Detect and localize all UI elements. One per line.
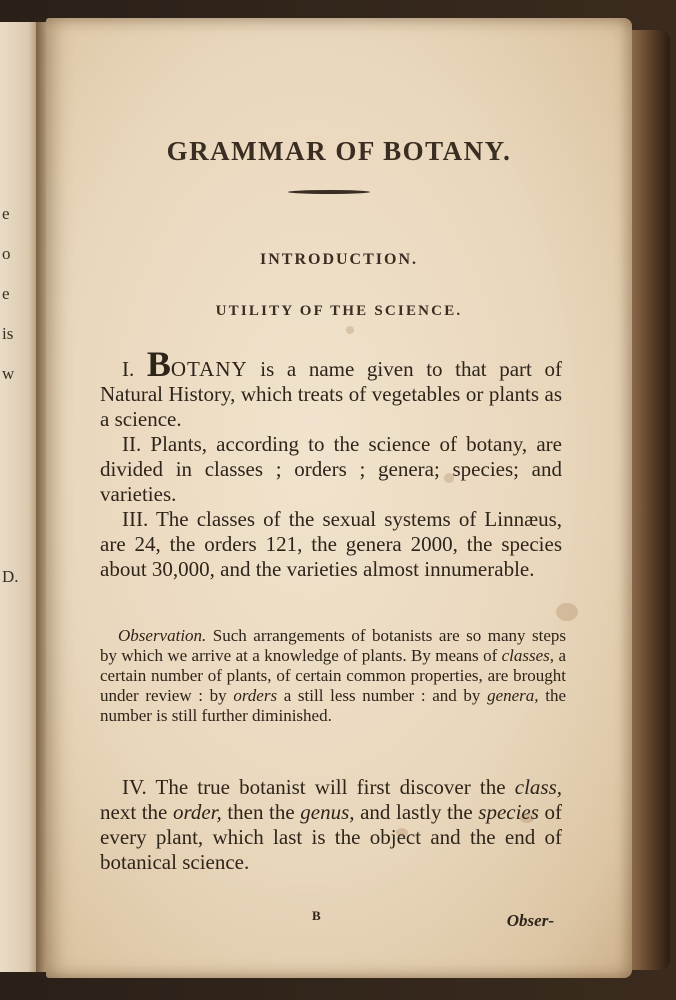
paragraph-text: and lastly the <box>354 800 479 824</box>
italic-term: order, <box>172 800 222 824</box>
observation-label: Observation. <box>118 626 207 645</box>
paragraph-text: next the <box>100 800 173 824</box>
paragraph-4-block <box>100 775 562 875</box>
foxing-spot <box>556 603 578 621</box>
left-page-fragment: w <box>2 364 15 383</box>
left-page-fragment: D. <box>2 567 19 586</box>
paragraph-text: IV. The true botanist will first discover the <box>122 775 515 799</box>
section-heading: INTRODUCTION. <box>259 251 418 268</box>
left-page-edge <box>0 22 40 972</box>
left-page-fragment: is <box>2 324 14 343</box>
observation-text: a certain number of plants, of certain common properties, are brought under review : by <box>100 646 567 705</box>
observation-text: a still less number : and by <box>277 686 488 705</box>
italic-term: genera, <box>487 686 539 705</box>
page-title: GRAMMAR OF BOTANY. <box>166 136 512 166</box>
paragraph-text: is a name given to that part of Natural History, which treats of vegetables or plants as a science. <box>100 357 562 431</box>
italic-term: classes, <box>501 646 555 665</box>
observation-text: the number is still further diminished. <box>100 686 566 725</box>
observation-text: Such arrangements of botanists are so many steps by which we arrive at a knowledge of plants. By means of <box>100 626 566 665</box>
paragraph-text: then the <box>221 800 301 824</box>
italic-term: genus, <box>300 800 355 824</box>
left-page-fragment: e <box>2 204 10 223</box>
observation-block <box>100 626 566 726</box>
paragraph-text: of every plant, which last is the object and the end of botanical science. <box>100 800 562 874</box>
italic-term: species <box>478 800 539 824</box>
italic-term: class, <box>514 775 562 799</box>
paragraph-1 <box>100 344 562 432</box>
subsection-heading: UTILITY OF THE SCIENCE. <box>215 303 463 319</box>
left-page-fragment: o <box>2 244 11 263</box>
main-text <box>100 344 562 582</box>
italic-term: orders <box>233 686 278 705</box>
observation-paragraph <box>100 626 566 726</box>
signature-mark: B <box>312 908 321 923</box>
title-rule <box>288 190 370 194</box>
paragraph-4 <box>100 775 562 875</box>
foxing-spot <box>346 326 354 334</box>
left-page-fragment: e <box>2 284 10 303</box>
paragraph-2: II. Plants, according to the science of botany, are divided in classes ; orders ; genera; species; and varieties. <box>100 432 562 506</box>
small-caps-word: OTANY <box>170 357 248 381</box>
book-page <box>46 18 632 978</box>
drop-cap: B <box>146 344 171 384</box>
catchword: Obser- <box>506 911 554 930</box>
paragraph-number: I. <box>122 357 135 381</box>
paragraph-3: III. The classes of the sexual systems of Linnæus, are 24, the orders 121, the genera 2000, the species about 30,000, and the varieties almost innumerable. <box>100 507 562 581</box>
